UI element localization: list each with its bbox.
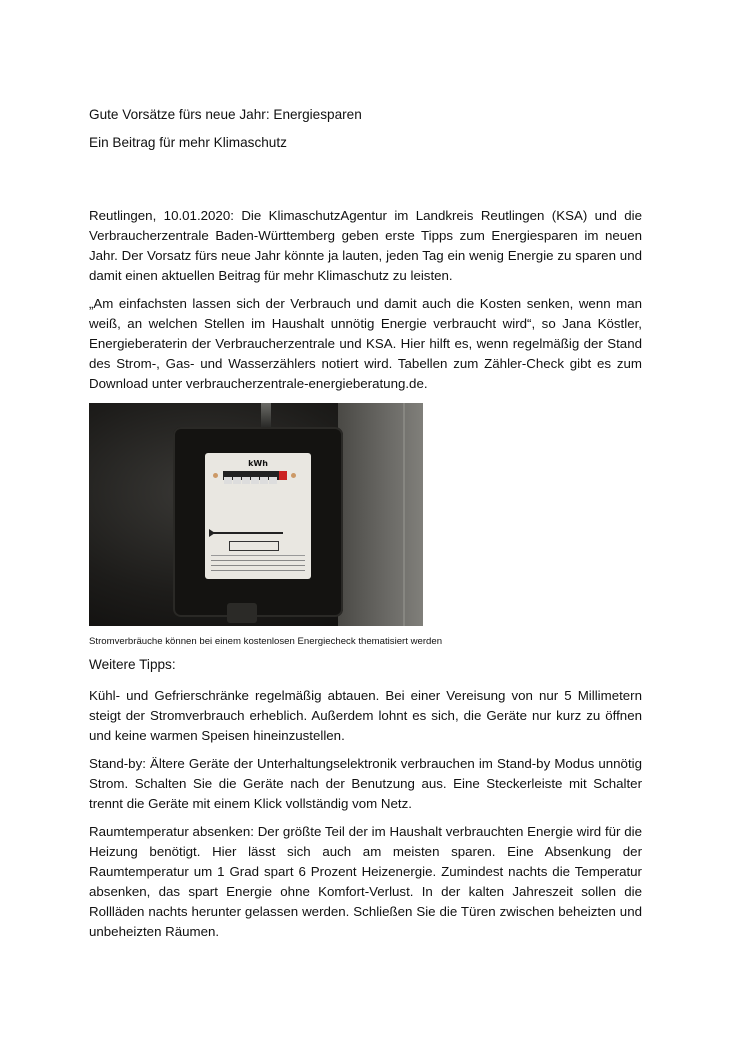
meter-counter: [223, 471, 285, 480]
photo-caption: Stromverbräuche können bei einem kostenlosen Energiecheck thematisiert werden: [89, 636, 443, 647]
document-page: [89, 106, 642, 942]
section-heading-weitere-tipps: Weitere Tipps:: [89, 657, 176, 672]
quote-paragraph: „Am einfachsten lassen sich der Verbrauch und damit auch die Kosten senken, wenn man weiß, an welchen Stellen im Haushalt unnötig Energie verbraucht wird“, so Jana Köstler, Energieberaterin der Verbraucherzentrale und KSA. Hier hilft es, wenn regelmäßig der Stand des Strom-, Gas- und Wasserzählers notiert wird. Tabellen zum Zähler-Check gibt es zum Download unter verbraucherzentrale-energieberatung.de.: [89, 296, 642, 391]
document-title: Gute Vorsätze fürs neue Jahr: Energiesparen: [89, 107, 362, 122]
meter-face: [205, 453, 311, 579]
electricity-meter-photo: [89, 403, 423, 626]
intro-paragraph: Reutlingen, 10.01.2020: Die KlimaschutzAgentur im Landkreis Reutlingen (KSA) und die Verbraucherzentrale Baden-Württemberg geben erste Tipps zum Energiesparen im neuen Jahr. Der Vorsatz fürs neue Jahr könnte ja lauten, jeden Tag ein wenig Energie zu sparen und damit einen aktuellen Beitrag für mehr Klimaschutz zu leisten.: [89, 208, 642, 283]
tip-kuehlschrank: Kühl- und Gefrierschränke regelmäßig abtauen. Bei einer Vereisung von nur 5 Millimetern steigt der Stromverbrauch erheblich. Außerdem lohnt es sich, die Geräte nur kurz zu öffnen und keine warmen Speisen hineinzustellen.: [89, 688, 642, 743]
document-subtitle: Ein Beitrag für mehr Klimaschutz: [89, 135, 287, 150]
tip-standby: Stand-by: Ältere Geräte der Unterhaltungselektronik verbrauchen im Stand-by Modus unnötig Strom. Schalten Sie die Geräte nach der Benutzung aus. Eine Steckerleiste mit Schalter trennt die Geräte mit einem Klick vollständig vom Netz.: [89, 756, 642, 811]
meter-unit-label: kWh: [248, 459, 268, 468]
tip-raumtemperatur: Raumtemperatur absenken: Der größte Teil der im Haushalt verbrauchten Energie wird für die Heizung benötigt. Hier lässt sich auch am meisten sparen. Eine Absenkung der Raumtemperatur um 1 Grad spart 6 Prozent Heizenergie. Zumindest nachts die Temperatur absenken, das spart Energie ohne Komfort-Verlust. In der kalten Jahreszeit sollen die Rollläden nachts herunter gelassen werden. Schließen Sie die Türen zwischen beheizten und unbeheizten Räumen.: [89, 824, 642, 939]
